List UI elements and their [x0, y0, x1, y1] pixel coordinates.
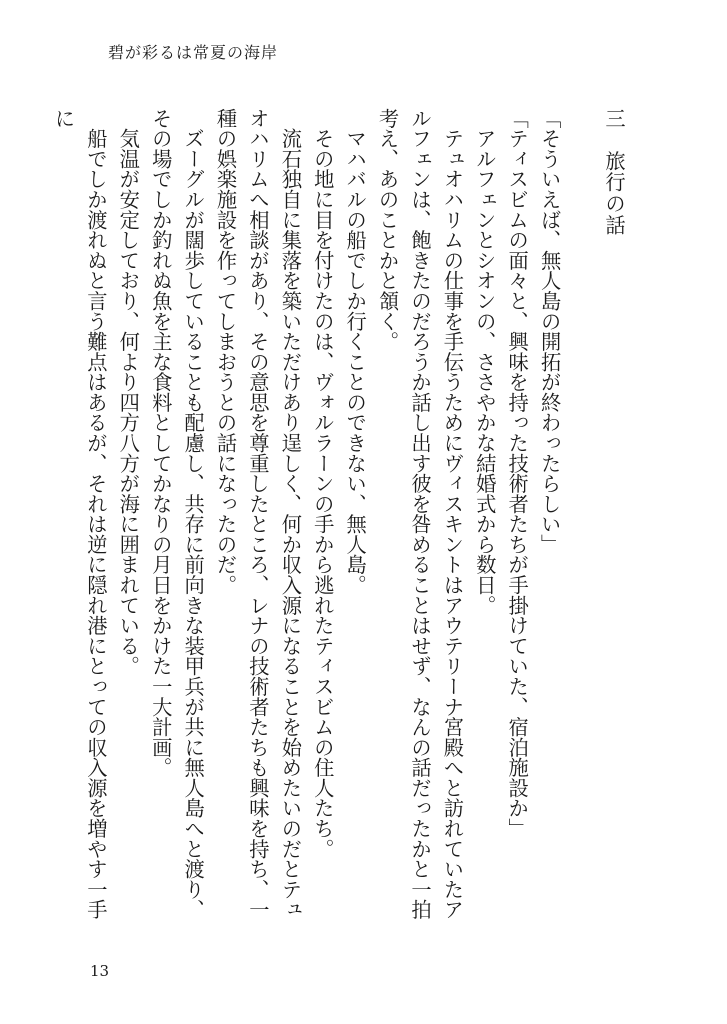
- running-header: 碧が彩るは常夏の海岸: [108, 43, 279, 62]
- paragraph: 船でしか渡れぬと言う難点はあるが、それは逆に隠れ港にとっての収入源を増やす一手に: [51, 108, 108, 920]
- paragraph: マハバルの船でしか行くことのできない、無人島。: [343, 108, 368, 595]
- paragraph: テュオハリムの仕事を手伝うためにヴィスキントはアウテリーナ宮殿へと訪れていたアルフェンは、飽きたのだろうか話し出す彼を咎めることはせず、なんの話だったかと一拍考え、あのことかと頷く。: [375, 108, 465, 920]
- paragraph: アルフェンとシオンの、ささやかな結婚式から数日。: [472, 108, 497, 616]
- page-number: 13: [90, 962, 110, 980]
- paragraph: 気温が安定しており、何より四方八方が海に囲まれている。: [116, 108, 141, 677]
- chapter-title: 三 旅行の話: [602, 108, 626, 236]
- vertical-body-text: [51, 108, 630, 928]
- paragraph: 流石独自に集落を築いただけあり逞しく、何か収入源になることを始めたいのだとテュオハリムへ相談があり、その意思を尊重したところ、レナの技術者たちも興味を持ち、一種の娯楽施設を作ってしまおうとの話になったのだ。: [213, 108, 303, 920]
- paragraph: 「そういえば、無人島の開拓が終わったらしい」: [537, 108, 562, 555]
- paragraph: ズーグルが闊歩していることも配慮し、共存に前向きな装甲兵が共に無人島へと渡り、その場でしか釣れぬ魚を主な食料としてかなりの月日をかけた一大計画。: [148, 108, 206, 920]
- paragraph: 「ティスビムの面々と、興味を持った技術者たちが手掛けていた、宿泊施設か」: [505, 108, 530, 839]
- paragraph: その地に目を付けたのは、ヴォルラーンの手から逃れたティスビムの住人たち。: [310, 108, 335, 859]
